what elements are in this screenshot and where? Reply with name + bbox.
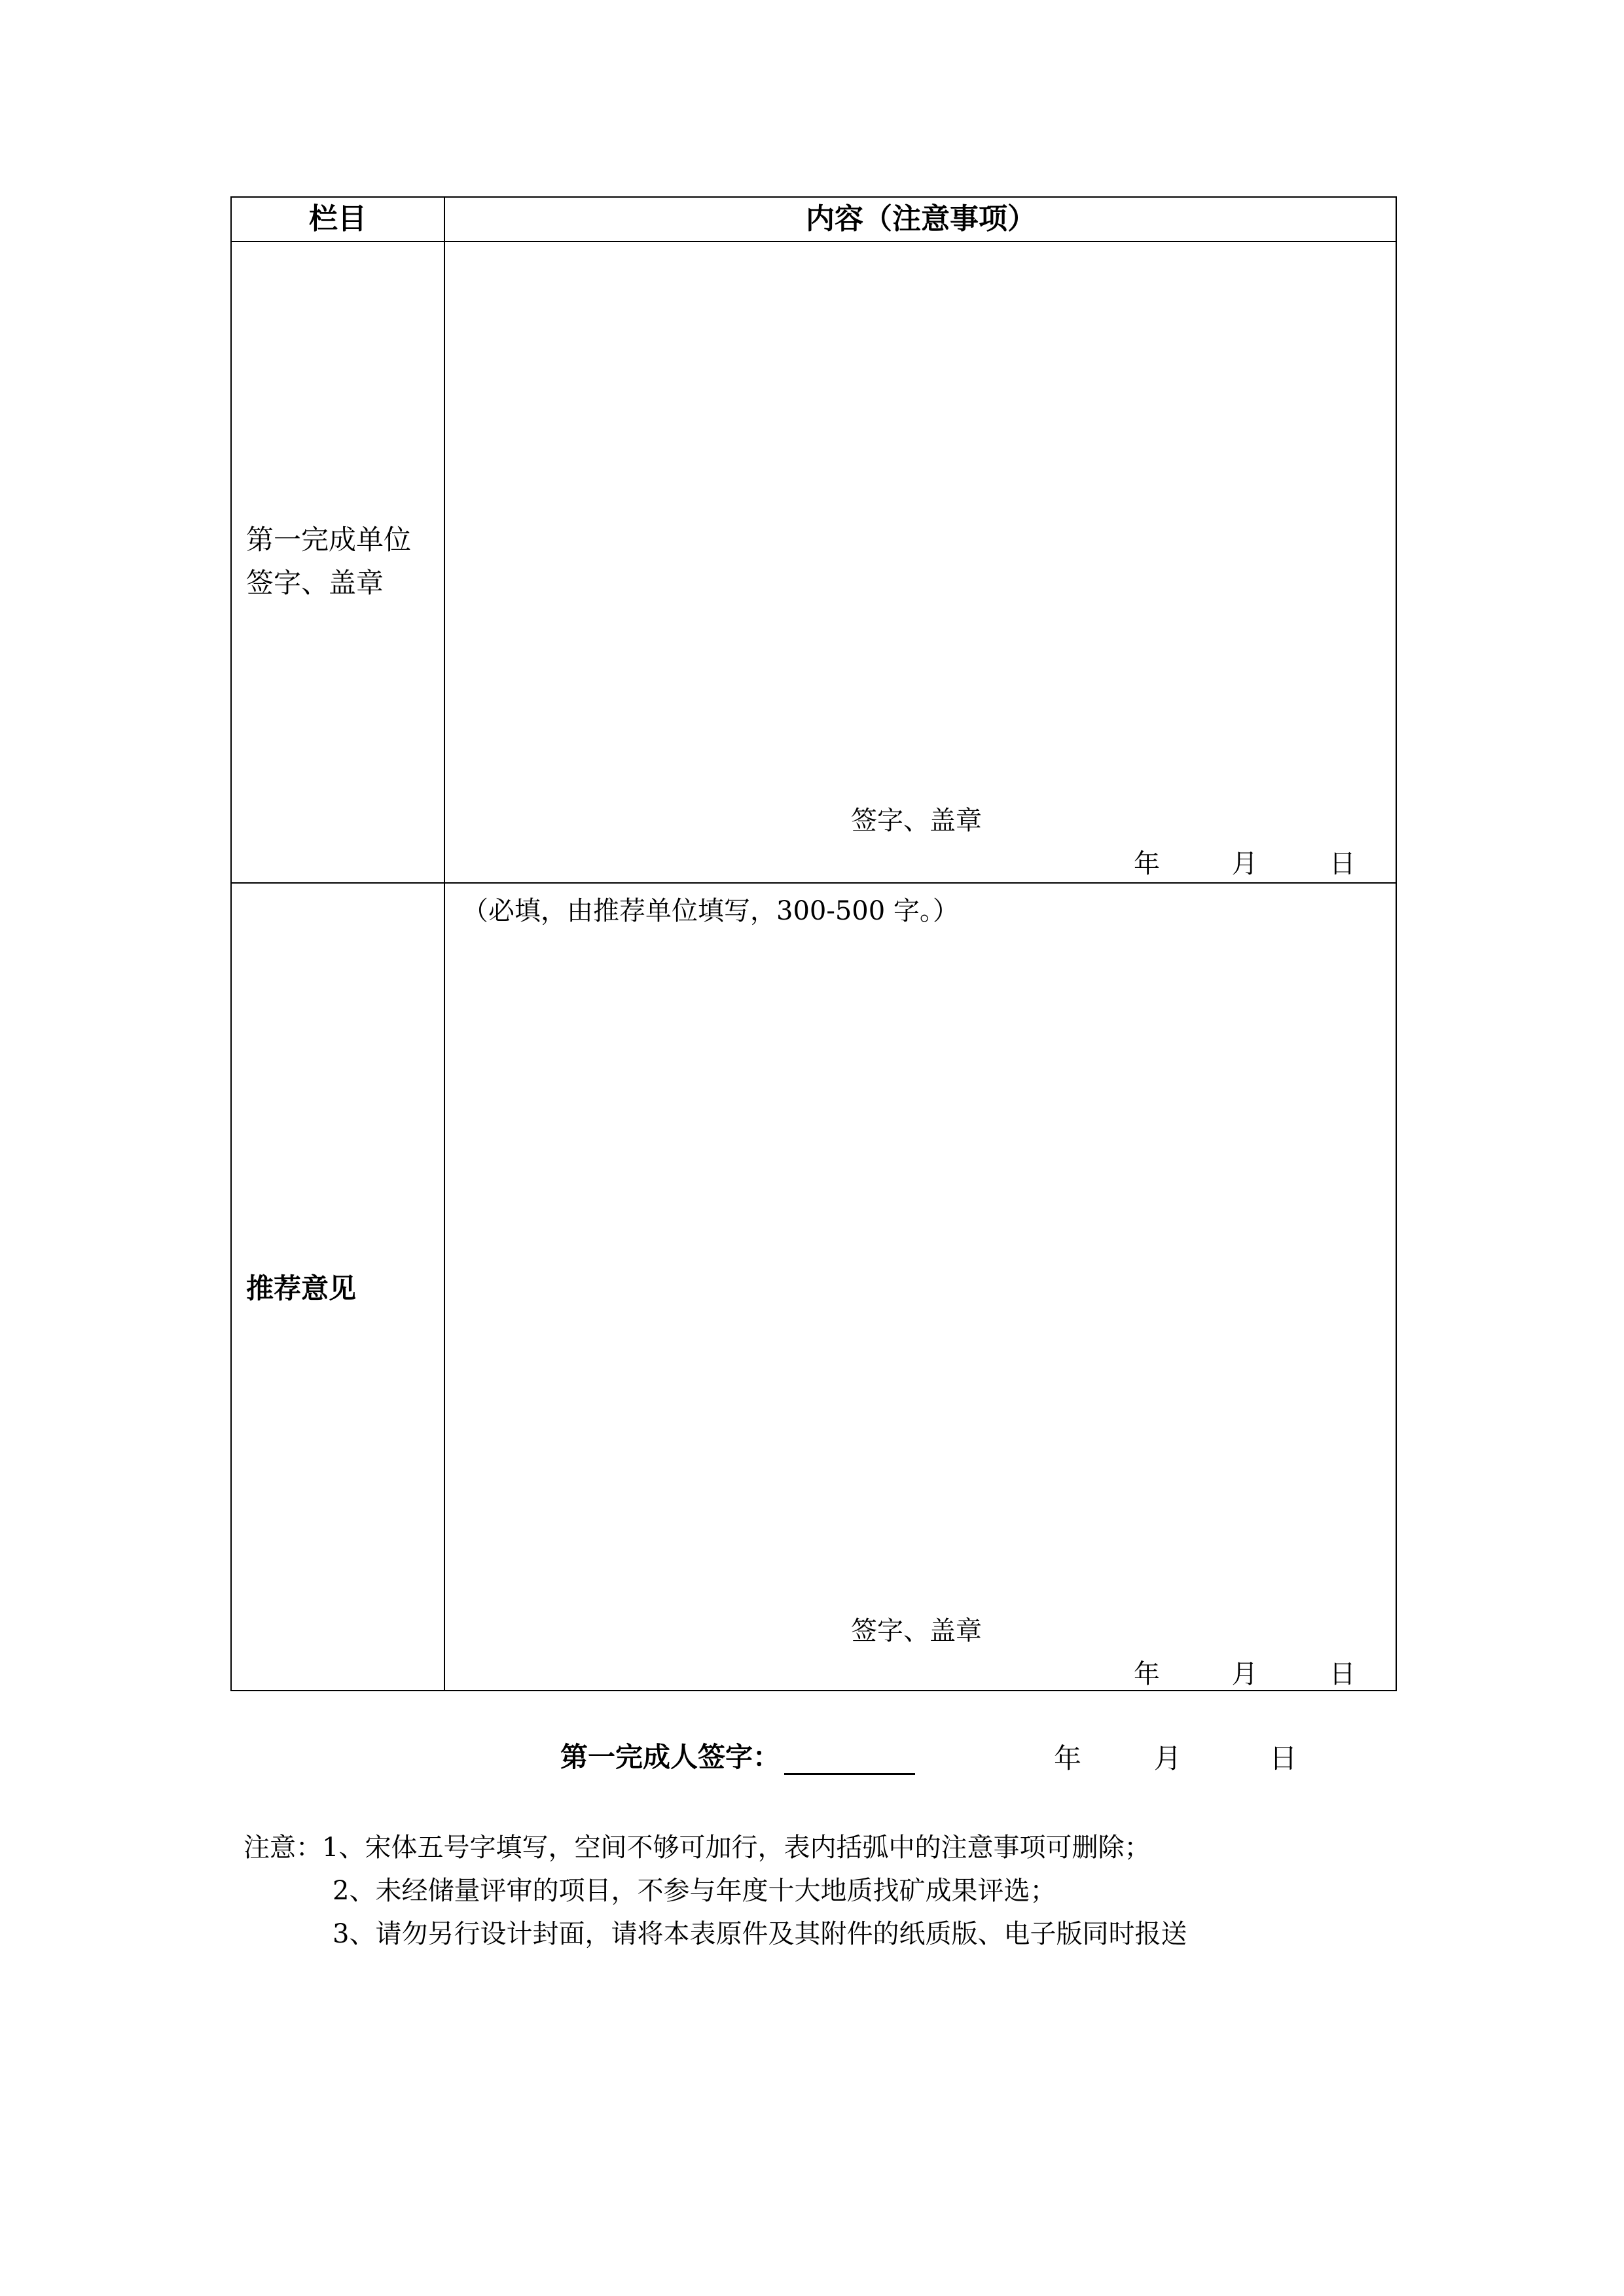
note-line-2: 2、未经储量评审的项目，不参与年度十大地质找矿成果评选； [333,1876,1056,1906]
unit-date-day: 日 [1329,849,1356,879]
recommendation-sign-seal-label: 签字、盖章 [851,1616,982,1646]
note-line-3: 3、请勿另行设计封面，请将本表原件及其附件的纸质版、电子版同时报送 [333,1919,1187,1949]
footer-date-year: 年 [1054,1742,1082,1774]
recommendation-date-day: 日 [1329,1659,1356,1689]
first-completer-signature [560,1736,915,1775]
unit-date-month: 月 [1231,849,1258,879]
note-line-1: 注意：1、宋体五号字填写，空间不够可加行，表内括弧中的注意事项可删除； [244,1833,1151,1863]
row-label-recommendation: 推荐意见 [246,1272,357,1304]
header-column-content: 内容（注意事项） [806,202,1036,236]
header-column-label: 栏目 [309,202,367,236]
footer-date-month: 月 [1153,1742,1182,1774]
recommendation-date [1134,1653,1356,1691]
application-form-table [230,196,1397,1691]
signature-blank-line[interactable] [784,1744,915,1775]
row-label-unit-line2: 签字、盖章 [246,567,384,599]
unit-sign-seal-label: 签字、盖章 [851,806,982,836]
unit-signature-area[interactable] [445,242,1397,881]
first-completer-signature-label: 第一完成人签字： [560,1741,781,1773]
unit-date-year: 年 [1134,849,1160,879]
recommendation-text-area[interactable] [445,884,1397,1691]
footer-date-day: 日 [1269,1742,1297,1774]
recommendation-date-year: 年 [1134,1659,1160,1689]
footer-date [1054,1737,1297,1776]
recommendation-date-month: 月 [1231,1659,1258,1689]
notes-section [244,1826,1187,1956]
recommendation-instruction: （必填，由推荐单位填写，300-500 字。） [462,896,959,926]
unit-date [1134,843,1356,880]
row-label-unit-line1: 第一完成单位 [246,524,412,556]
